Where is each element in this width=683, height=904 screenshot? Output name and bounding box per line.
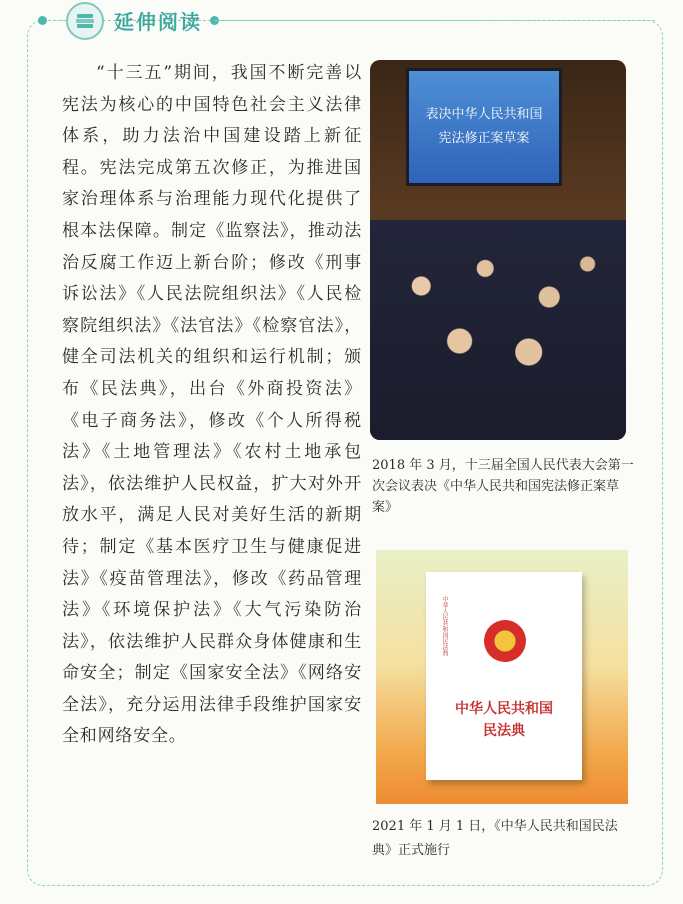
main-paragraph: “十三五”期间，我国不断完善以宪法为核心的中国特色社会主义法律体系，助力法治中国建设踏上新征程。宪法完成第五次修正，为推进国家治理体系与治理能力现代化提供了根本法保障。制定《监察法》，推动法治反腐工作迈上新台阶；修改《刑事诉讼法》《人民法院组织法》《人民检察院组织法》《法官法》《检察官法》，健全司法机关的组织和运行机制；颁布《民法典》，出台《外商投资法》《电子商务法》，修改《个人所得税法》《土地管理法》《农村土地承包法》，依法维护人民权益，扩大对外开放水平，满足人民对美好生活的新期待；制定《基本医疗卫生与健康促进法》《疫苗管理法》，修改《药品管理法》《环境保护法》《大气污染防治法》，依法维护人民群众身体健康和生命安全；制定《国家安全法》《网络安全法》，充分运用法律手段维护国家安全和网络安全。	[62, 63, 362, 747]
civil-code-photo	[376, 550, 628, 804]
delegates-crowd	[370, 220, 626, 440]
book-spine-text: 中华人民共和国民法典	[441, 596, 448, 656]
national-emblem-icon	[484, 620, 526, 662]
vote-screen	[406, 68, 562, 186]
congress-vote-photo	[370, 60, 626, 440]
book-title	[426, 698, 582, 742]
civil-code-book	[426, 572, 582, 780]
photo1-caption: 2018 年 3 月，十三届全国人民代表大会第一次会议表决《中华人民共和国宪法修正案草案》	[372, 458, 634, 515]
photo2-caption: 2021 年 1 月 1 日，《中华人民共和国民法典》正式施行	[372, 819, 618, 858]
screen-line-2: 宪法修正案草案	[438, 131, 530, 146]
book-stack-icon	[66, 2, 104, 40]
screen-line-1: 表决中华人民共和国	[425, 107, 543, 122]
header-dot-left	[38, 16, 47, 25]
header-line-right	[215, 20, 655, 21]
header-line-left	[48, 20, 68, 21]
book-title-line2: 民法典	[483, 723, 525, 739]
section-title: 延伸阅读	[114, 10, 202, 34]
book-title-line1: 中华人民共和国	[455, 701, 553, 717]
